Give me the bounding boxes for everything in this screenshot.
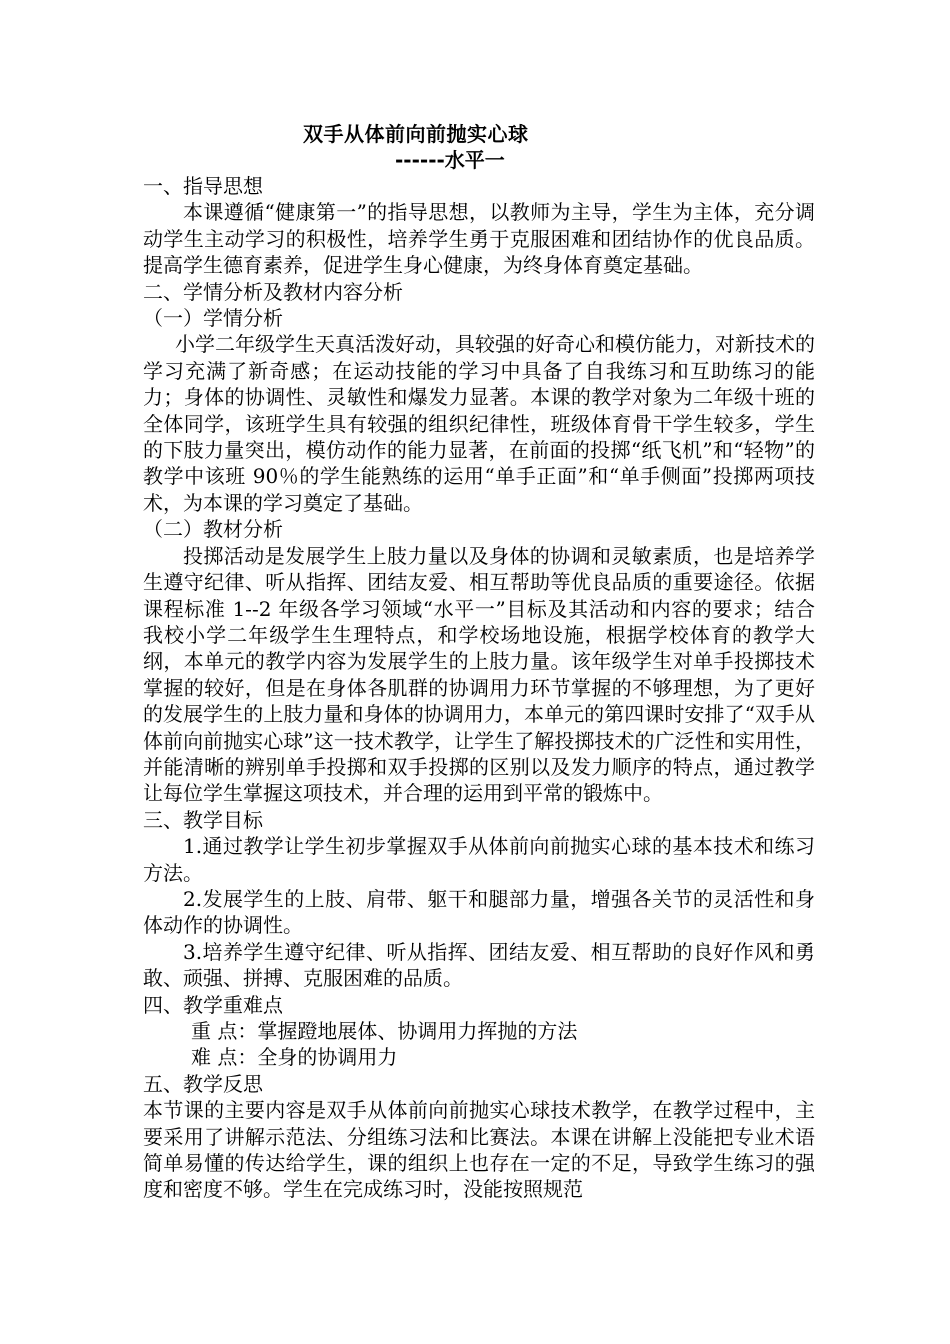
difficult-point: 难 点：全身的协调用力 (191, 1045, 398, 1070)
section-heading-reflection: 五、教学反思 (143, 1071, 263, 1096)
section-heading-key-points: 四、教学重难点 (143, 992, 283, 1017)
teaching-goal-1: 1.通过教学让学生初步掌握双手从体前向前抛实心球的基本技术和练习方法。 (143, 834, 815, 885)
paragraph-reflection: 本节课的主要内容是双手从体前向前抛实心球技术教学，在教学过程中，主要采用了讲解示范法、分组练习法和比赛法。本课在讲解上没能把专业术语简单易懂的传达给学生，课的组织上也存在一定的不足，导致学生练习的强度和密度不够。学生在完成练习时，没能按照规范 (143, 1098, 815, 1202)
subsection-heading-material-analysis: （二）教材分析 (143, 517, 283, 542)
section-heading-teaching-goals: 三、教学目标 (143, 807, 263, 832)
teaching-goal-2: 2.发展学生的上肢、肩带、躯干和腿部力量，增强各关节的灵活性和身体动作的协调性。 (143, 886, 815, 938)
document-title: 双手从体前向前抛实心球 (303, 122, 529, 146)
section-heading-analysis: 二、学情分析及教材内容分析 (143, 279, 403, 304)
paragraph-material-analysis: 投掷活动是发展学生上肢力量以及身体的协调和灵敏素质，也是培养学生遵守纪律、听从指挥、团结友爱、相互帮助等优良品质的重要途径。依据课程标准 1--2 年级各学习领域“水平一”目标及其活动和内容的要求；结合我校小学二年级学生生理特点，和学校场地设施，根据学校体育的教学大纲，本单元的教学内容为发展学生的上肢力量。该年级学生对单手投掷技术掌握的较好，但是在身体各肌群的协调用力环节掌握的不够理想，为了更好的发展学生的上肢力量和身体的协调用力，本单元的第四课时安排了“双手从体前向前抛实心球”这一技术教学，让学生了解投掷技术的广泛性和实用性，并能清晰的辨别单手投掷和双手投掷的区别以及发力顺序的特点，通过教学让每位学生掌握这项技术，并合理的运用到平常的锻炼中。 (143, 543, 815, 806)
document-subtitle: ------水平一 (395, 148, 505, 172)
paragraph-student-analysis: 小学二年级学生天真活泼好动，具较强的好奇心和模仿能力，对新技术的学习充满了新奇感；在运动技能的学习中具备了自我练习和互助练习的能力；身体的协调性、灵敏性和爆发力显著。本课的教学对象为二年级十班的全体同学，该班学生具有较强的组织纪律性，班级体育骨干学生较多，学生的下肢力量突出，模仿动作的能力显著，在前面的投掷“纸飞机”和“轻物”的教学中该班 90％的学生能熟练的运用“单手正面”和“单手侧面”投掷两项技术，为本课的学习奠定了基础。 (143, 332, 815, 515)
paragraph-guiding-idea: 本课遵循“健康第一”的指导思想，以教师为主导，学生为主体，充分调动学生主动学习的积极性，培养学生勇于克服困难和团结协作的优良品质。提高学生德育素养，促进学生身心健康，为终身体育奠定基础。 (143, 200, 815, 278)
teaching-goal-3: 3.培养学生遵守纪律、听从指挥、团结友爱、相互帮助的良好作风和勇敢、顽强、拼搏、克服困难的品质。 (143, 939, 815, 991)
key-point: 重 点：掌握蹬地展体、协调用力挥抛的方法 (191, 1019, 578, 1043)
subsection-heading-student-analysis: （一）学情分析 (143, 306, 283, 331)
section-heading-guiding-idea: 一、指导思想 (143, 174, 263, 198)
document-body (143, 121, 815, 1203)
